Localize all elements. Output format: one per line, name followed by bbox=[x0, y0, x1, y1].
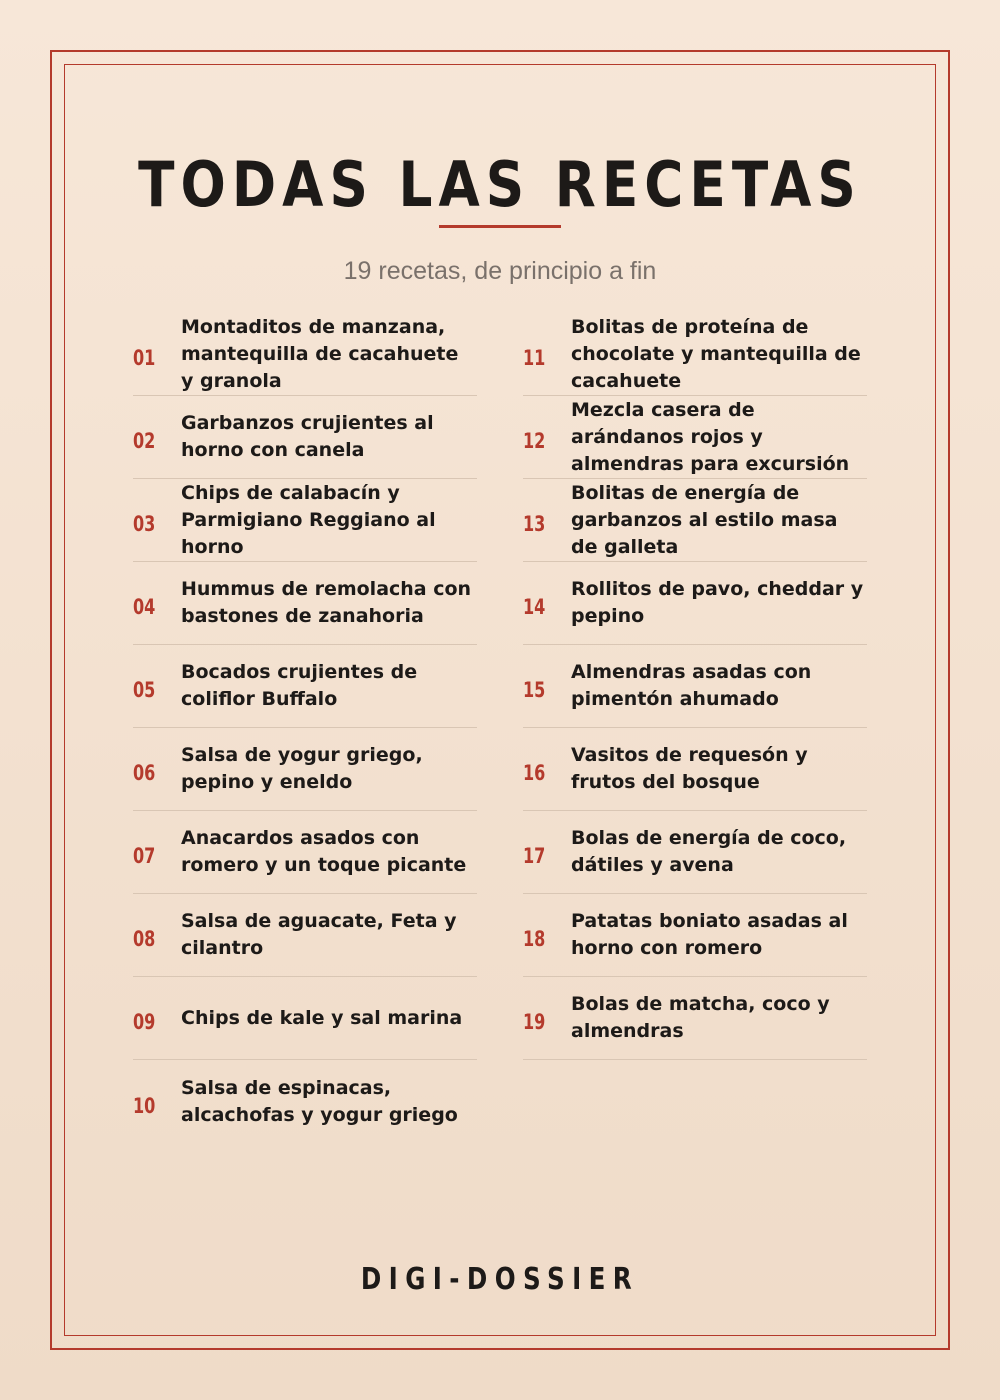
recipe-name: Mezcla casera de arándanos rojos y almendras para excursión bbox=[571, 398, 850, 475]
recipe-name: Bolas de energía de coco, dátiles y avena bbox=[571, 827, 847, 876]
recipe-item[interactable] bbox=[523, 645, 867, 728]
recipe-item[interactable] bbox=[133, 562, 477, 645]
recipe-number: 07 bbox=[133, 844, 156, 868]
recipe-item[interactable] bbox=[523, 562, 867, 645]
recipe-name: Almendras asadas con pimentón ahumado bbox=[571, 661, 812, 710]
recipe-name: Bolitas de energía de garbanzos al estilo masa de galleta bbox=[571, 481, 838, 558]
recipe-number: 02 bbox=[133, 429, 156, 453]
recipe-name: Salsa de aguacate, Feta y cilantro bbox=[181, 910, 457, 959]
recipe-item[interactable] bbox=[523, 811, 867, 894]
recipe-name: Bolas de matcha, coco y almendras bbox=[571, 993, 830, 1042]
recipe-name: Anacardos asados con romero y un toque picante bbox=[181, 827, 467, 876]
title-underline bbox=[439, 225, 561, 228]
recipe-list-left bbox=[133, 313, 477, 1143]
recipe-item[interactable] bbox=[133, 894, 477, 977]
recipe-name: Rollitos de pavo, cheddar y pepino bbox=[571, 578, 864, 627]
recipe-number: 15 bbox=[523, 678, 546, 702]
recipe-number: 01 bbox=[133, 346, 156, 370]
recipe-item[interactable] bbox=[133, 728, 477, 811]
recipe-number: 19 bbox=[523, 1010, 546, 1034]
recipe-name: Garbanzos crujientes al horno con canela bbox=[181, 412, 434, 461]
recipe-number: 10 bbox=[133, 1093, 156, 1118]
recipe-number: 05 bbox=[133, 678, 156, 702]
recipe-number: 16 bbox=[523, 761, 546, 785]
recipe-item[interactable] bbox=[523, 396, 867, 479]
recipe-number: 17 bbox=[523, 844, 546, 868]
recipe-name: Vasitos de requesón y frutos del bosque bbox=[571, 744, 808, 793]
recipe-number: 04 bbox=[133, 595, 156, 619]
page-title: TODAS LAS RECETAS bbox=[138, 148, 862, 221]
recipe-number: 14 bbox=[523, 595, 546, 619]
recipe-name: Salsa de espinacas, alcachofas y yogur griego bbox=[181, 1076, 458, 1126]
recipe-name: Hummus de remolacha con bastones de zanahoria bbox=[181, 578, 472, 627]
recipe-number: 08 bbox=[133, 927, 156, 951]
recipe-number: 03 bbox=[133, 512, 156, 536]
recipe-item[interactable] bbox=[133, 645, 477, 728]
recipe-name: Salsa de yogur griego, pepino y eneldo bbox=[181, 744, 423, 793]
page-subtitle: 19 recetas, de principio a fin bbox=[343, 257, 657, 285]
recipe-item[interactable] bbox=[133, 479, 477, 562]
recipe-item[interactable] bbox=[523, 479, 867, 562]
recipe-number: 13 bbox=[523, 512, 546, 536]
recipe-name: Montaditos de manzana, mantequilla de cacahuete y granola bbox=[181, 315, 459, 392]
recipe-item[interactable] bbox=[133, 977, 477, 1060]
recipe-name: Bocados crujientes de coliflor Buffalo bbox=[181, 661, 418, 710]
brand-footer: DIGI-DOSSIER bbox=[360, 1262, 640, 1297]
recipe-item[interactable] bbox=[523, 313, 867, 396]
recipe-item[interactable] bbox=[133, 396, 477, 479]
recipe-number: 18 bbox=[523, 927, 546, 951]
recipe-item[interactable] bbox=[133, 811, 477, 894]
recipe-item[interactable] bbox=[133, 1060, 477, 1143]
recipe-number: 06 bbox=[133, 761, 156, 785]
recipe-item[interactable] bbox=[523, 728, 867, 811]
recipe-name: Chips de kale y sal marina bbox=[181, 1006, 463, 1029]
recipe-item[interactable] bbox=[133, 313, 477, 396]
recipe-number: 12 bbox=[523, 429, 546, 453]
recipe-item[interactable] bbox=[523, 977, 867, 1060]
recipe-number: 11 bbox=[523, 346, 546, 370]
recipe-list-right bbox=[523, 313, 867, 1060]
recipe-number: 09 bbox=[133, 1010, 156, 1034]
recipe-name: Chips de calabacín y Parmigiano Reggiano al horno bbox=[181, 481, 436, 558]
recipe-item[interactable] bbox=[523, 894, 867, 977]
recipe-name: Patatas boniato asadas al horno con romero bbox=[571, 910, 848, 959]
recipe-name: Bolitas de proteína de chocolate y mantequilla de cacahuete bbox=[571, 315, 861, 392]
